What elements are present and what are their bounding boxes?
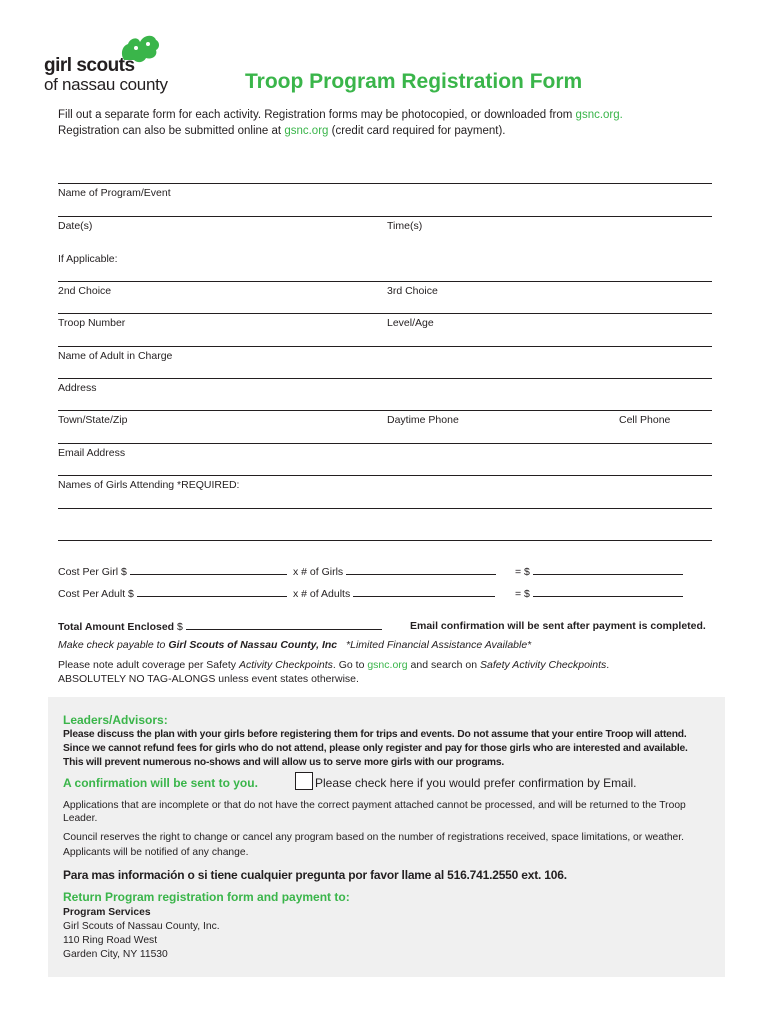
equals-label: = $ bbox=[515, 588, 530, 600]
cell-phone-field[interactable]: Cell Phone bbox=[619, 414, 671, 426]
leaders-heading: Leaders/Advisors: bbox=[63, 713, 168, 727]
spanish-note: Para mas información o si tiene cualquier pregunta por favor llame al 516.741.2550 ext. 106. bbox=[63, 868, 567, 882]
cost-per-adult-input[interactable] bbox=[137, 587, 287, 597]
adults-count-row bbox=[293, 587, 495, 600]
payable-org: Girl Scouts of Nassau County, Inc bbox=[168, 639, 338, 651]
cost-per-girl-label: Cost Per Girl $ bbox=[58, 566, 127, 578]
divider bbox=[58, 346, 712, 347]
leaders-line1: Please discuss the plan with your girls before registering them for trips and events. Do not assume that your entire Troop will attend. bbox=[63, 729, 687, 740]
checkbox-label: Please check here if you would prefer confirmation by Email. bbox=[315, 776, 637, 790]
intro-text: (credit card required for payment). bbox=[328, 125, 506, 137]
adults-total-input[interactable] bbox=[533, 587, 683, 597]
return-street: 110 Ring Road West bbox=[63, 935, 158, 946]
return-org: Girl Scouts of Nassau County, Inc. bbox=[63, 921, 220, 932]
logo-line2: of nassau county bbox=[44, 75, 168, 94]
divider bbox=[58, 443, 712, 444]
girls-attending-line[interactable] bbox=[58, 540, 712, 541]
girls-count-row bbox=[293, 565, 496, 578]
level-age-field[interactable]: Level/Age bbox=[387, 317, 434, 329]
leaders-line2: Since we cannot refund fees for girls who do not attend, please only register and pay for those girls who are interested and available. bbox=[63, 743, 688, 754]
equals-label: = $ bbox=[515, 566, 530, 578]
adults-total-row bbox=[515, 587, 683, 600]
divider bbox=[58, 183, 712, 184]
troop-number-field[interactable]: Troop Number bbox=[58, 317, 126, 329]
total-row bbox=[58, 620, 382, 633]
divider bbox=[58, 378, 712, 379]
adults-count-input[interactable] bbox=[353, 587, 495, 597]
daytime-phone-field[interactable]: Daytime Phone bbox=[387, 414, 459, 426]
incomplete-line2: Leader. bbox=[63, 813, 98, 824]
coverage-note bbox=[58, 659, 609, 671]
email-confirmation-note bbox=[410, 620, 706, 632]
divider bbox=[58, 313, 712, 314]
girls-count-label: x # of Girls bbox=[293, 566, 344, 578]
coverage-italic: Activity Checkpoints bbox=[238, 659, 333, 671]
intro-line2 bbox=[58, 125, 505, 137]
council-line1: Council reserves the right to change or cancel any program based on the number of registrations received, space limitations, or weather. bbox=[63, 832, 685, 843]
payable-line bbox=[58, 639, 531, 651]
intro-text: Registration can also be submitted online at bbox=[58, 125, 285, 137]
financial-assistance-note: *Limited Financial Assistance Available* bbox=[346, 639, 532, 651]
program-name-field[interactable]: Name of Program/Event bbox=[58, 187, 171, 199]
incomplete-line1: Applications that are incomplete or that do not have the correct payment attached cannot be processed, and will be returned to the Troop bbox=[63, 800, 686, 811]
second-choice-field[interactable]: 2nd Choice bbox=[58, 285, 112, 297]
email-confirmation-checkbox[interactable] bbox=[295, 772, 313, 790]
if-applicable-label: If Applicable: bbox=[58, 253, 118, 265]
no-tagalongs-note: ABSOLUTELY NO TAG-ALONGS unless event states otherwise. bbox=[58, 673, 359, 685]
leaders-line3: This will prevent numerous no-shows and will allow us to serve more girls with our programs. bbox=[63, 757, 505, 768]
total-label: Total Amount Enclosed bbox=[58, 621, 175, 633]
coverage-text: . Go to bbox=[332, 659, 368, 671]
divider bbox=[58, 216, 712, 217]
coverage-text: Please note adult coverage per Safety bbox=[58, 659, 239, 671]
intro-line1 bbox=[58, 109, 623, 121]
council-line2: Applicants will be notified of any change. bbox=[63, 847, 249, 858]
total-symbol: $ bbox=[177, 621, 183, 633]
times-field[interactable]: Time(s) bbox=[387, 220, 423, 232]
divider bbox=[58, 410, 712, 411]
return-city: Garden City, NY 11530 bbox=[63, 949, 168, 960]
cost-per-girl-row bbox=[58, 565, 287, 578]
confirmation-heading: A confirmation will be sent to you. bbox=[63, 776, 258, 790]
adults-count-label: x # of Adults bbox=[293, 588, 351, 600]
coverage-text: and search on bbox=[407, 659, 481, 671]
intro-text: Fill out a separate form for each activity. Registration forms may be photocopied, or downloaded from bbox=[58, 109, 576, 121]
logo bbox=[44, 30, 204, 100]
adult-in-charge-field[interactable]: Name of Adult in Charge bbox=[58, 350, 173, 362]
girls-count-input[interactable] bbox=[346, 565, 496, 575]
third-choice-field[interactable]: 3rd Choice bbox=[387, 285, 438, 297]
divider bbox=[58, 281, 712, 282]
email-field[interactable]: Email Address bbox=[58, 447, 126, 459]
payable-pre: Make check payable to bbox=[58, 639, 169, 651]
cost-per-adult-row bbox=[58, 587, 287, 600]
girls-attending-line[interactable] bbox=[58, 508, 712, 509]
cost-per-adult-label: Cost Per Adult $ bbox=[58, 588, 134, 600]
gsnc-link[interactable]: gsnc.org bbox=[284, 125, 329, 137]
girls-attending-field[interactable]: Names of Girls Attending *REQUIRED: bbox=[58, 479, 240, 491]
address-field[interactable]: Address bbox=[58, 382, 97, 394]
return-heading: Return Program registration form and payment to: bbox=[63, 890, 350, 904]
dates-field[interactable]: Date(s) bbox=[58, 220, 93, 232]
gsnc-link[interactable]: gsnc.org bbox=[367, 659, 408, 671]
coverage-text: . bbox=[606, 659, 610, 671]
logo-line1: girl scouts bbox=[44, 55, 135, 76]
divider bbox=[58, 475, 712, 476]
girls-total-input[interactable] bbox=[533, 565, 683, 575]
town-state-zip-field[interactable]: Town/State/Zip bbox=[58, 414, 128, 426]
email-confirm-text: Email confirmation will be sent after payment is completed. bbox=[410, 620, 706, 632]
coverage-italic: Safety Activity Checkpoints bbox=[480, 659, 607, 671]
cost-per-girl-input[interactable] bbox=[130, 565, 287, 575]
page-title: Troop Program Registration Form bbox=[245, 70, 583, 93]
girls-total-row bbox=[515, 565, 683, 578]
gsnc-link[interactable]: gsnc.org. bbox=[575, 109, 623, 121]
return-dept: Program Services bbox=[63, 907, 151, 918]
total-input[interactable] bbox=[186, 620, 382, 630]
